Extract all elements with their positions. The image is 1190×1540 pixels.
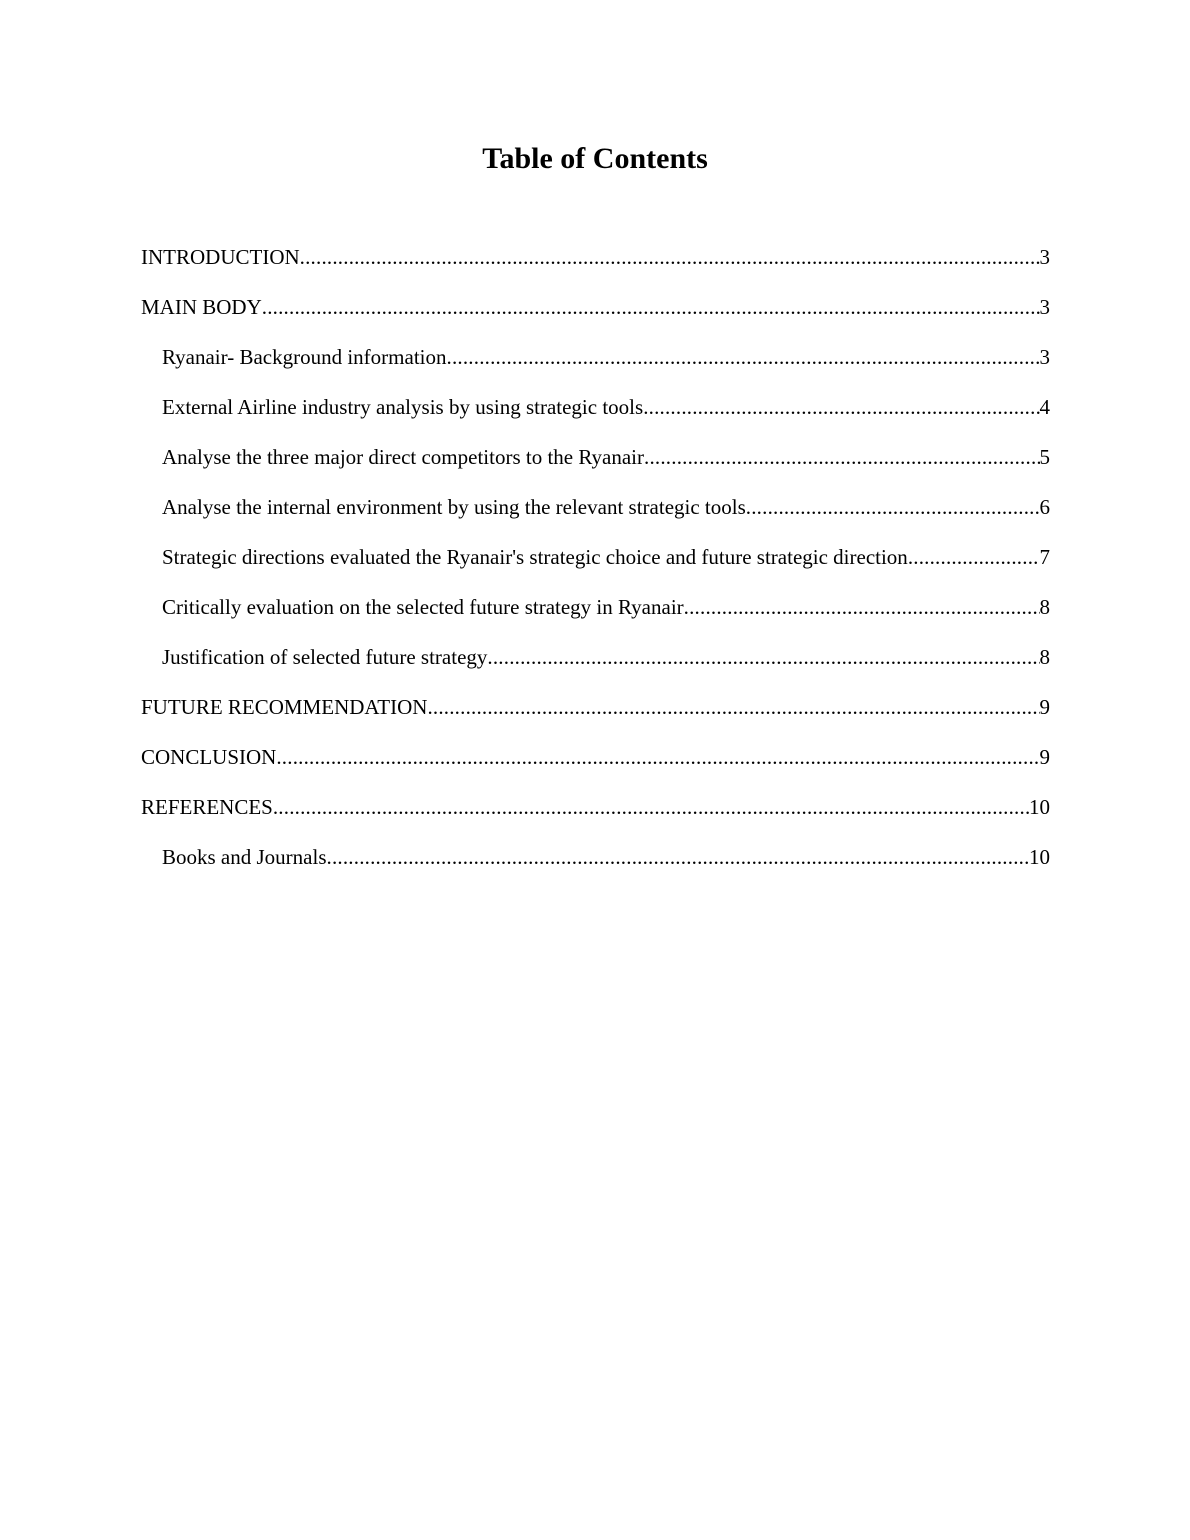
- toc-entry-justification[interactable]: [141, 641, 1050, 691]
- toc-entry-label: FUTURE RECOMMENDATION: [141, 695, 428, 719]
- toc-page-number: 3: [1039, 295, 1050, 319]
- toc-page-number: 3: [1039, 345, 1050, 369]
- toc-page-number: 10: [1029, 845, 1050, 869]
- toc-entry-label: CONCLUSION: [141, 745, 277, 769]
- dot-leader: [746, 491, 1040, 523]
- toc-page-number: 3: [1039, 245, 1050, 269]
- toc-page-number: 9: [1039, 745, 1050, 769]
- toc-page-number: 8: [1039, 645, 1050, 669]
- dot-leader: [487, 641, 1039, 673]
- toc-entry-internal-environment[interactable]: [141, 491, 1050, 541]
- toc-entry-label: Justification of selected future strategy: [162, 645, 488, 669]
- toc-entry-label: Ryanair- Background information: [162, 345, 447, 369]
- dot-leader: [644, 441, 1040, 473]
- toc-entry-books-and-journals[interactable]: [141, 841, 1050, 891]
- dot-leader: [300, 241, 1040, 273]
- toc-entry-external-analysis[interactable]: [141, 391, 1050, 441]
- toc-entry-label: Books and Journals: [162, 845, 327, 869]
- toc-entry-introduction[interactable]: [141, 241, 1050, 291]
- toc-list: [141, 241, 1050, 891]
- toc-entry-label: Critically evaluation on the selected future strategy in Ryanair: [162, 595, 684, 619]
- toc-page-number: 6: [1039, 495, 1050, 519]
- toc-page-number: 7: [1039, 545, 1050, 569]
- toc-entry-conclusion[interactable]: [141, 741, 1050, 791]
- dot-leader: [276, 741, 1039, 773]
- toc-page-number: 8: [1039, 595, 1050, 619]
- toc-entry-label: REFERENCES: [141, 795, 273, 819]
- toc-entry-critical-evaluation[interactable]: [141, 591, 1050, 641]
- toc-page-number: 9: [1039, 695, 1050, 719]
- page-title: Table of Contents: [482, 142, 708, 175]
- toc-entry-strategic-directions[interactable]: [141, 541, 1050, 591]
- toc-entry-references[interactable]: [141, 791, 1050, 841]
- dot-leader: [908, 541, 1040, 573]
- dot-leader: [327, 841, 1030, 873]
- toc-page-number: 4: [1039, 395, 1050, 419]
- toc-entry-main-body[interactable]: [141, 291, 1050, 341]
- toc-entry-label: INTRODUCTION: [141, 245, 300, 269]
- dot-leader: [262, 291, 1040, 323]
- toc-entry-background-information[interactable]: [141, 341, 1050, 391]
- dot-leader: [427, 691, 1039, 723]
- toc-page-number: 10: [1029, 795, 1050, 819]
- dot-leader: [643, 391, 1039, 423]
- dot-leader: [273, 791, 1029, 823]
- dot-leader: [447, 341, 1040, 373]
- toc-entry-future-recommendation[interactable]: [141, 691, 1050, 741]
- toc-entry-label: External Airline industry analysis by using strategic tools: [162, 395, 644, 419]
- toc-entry-label: Analyse the internal environment by using the relevant strategic tools: [162, 495, 746, 519]
- toc-page-number: 5: [1039, 445, 1050, 469]
- dot-leader: [684, 591, 1040, 623]
- toc-entry-label: MAIN BODY: [141, 295, 262, 319]
- toc-entry-label: Analyse the three major direct competitors to the Ryanair: [162, 445, 644, 469]
- toc-entry-label: Strategic directions evaluated the Ryanair's strategic choice and future strategic direction: [162, 545, 908, 569]
- toc-entry-competitors[interactable]: [141, 441, 1050, 491]
